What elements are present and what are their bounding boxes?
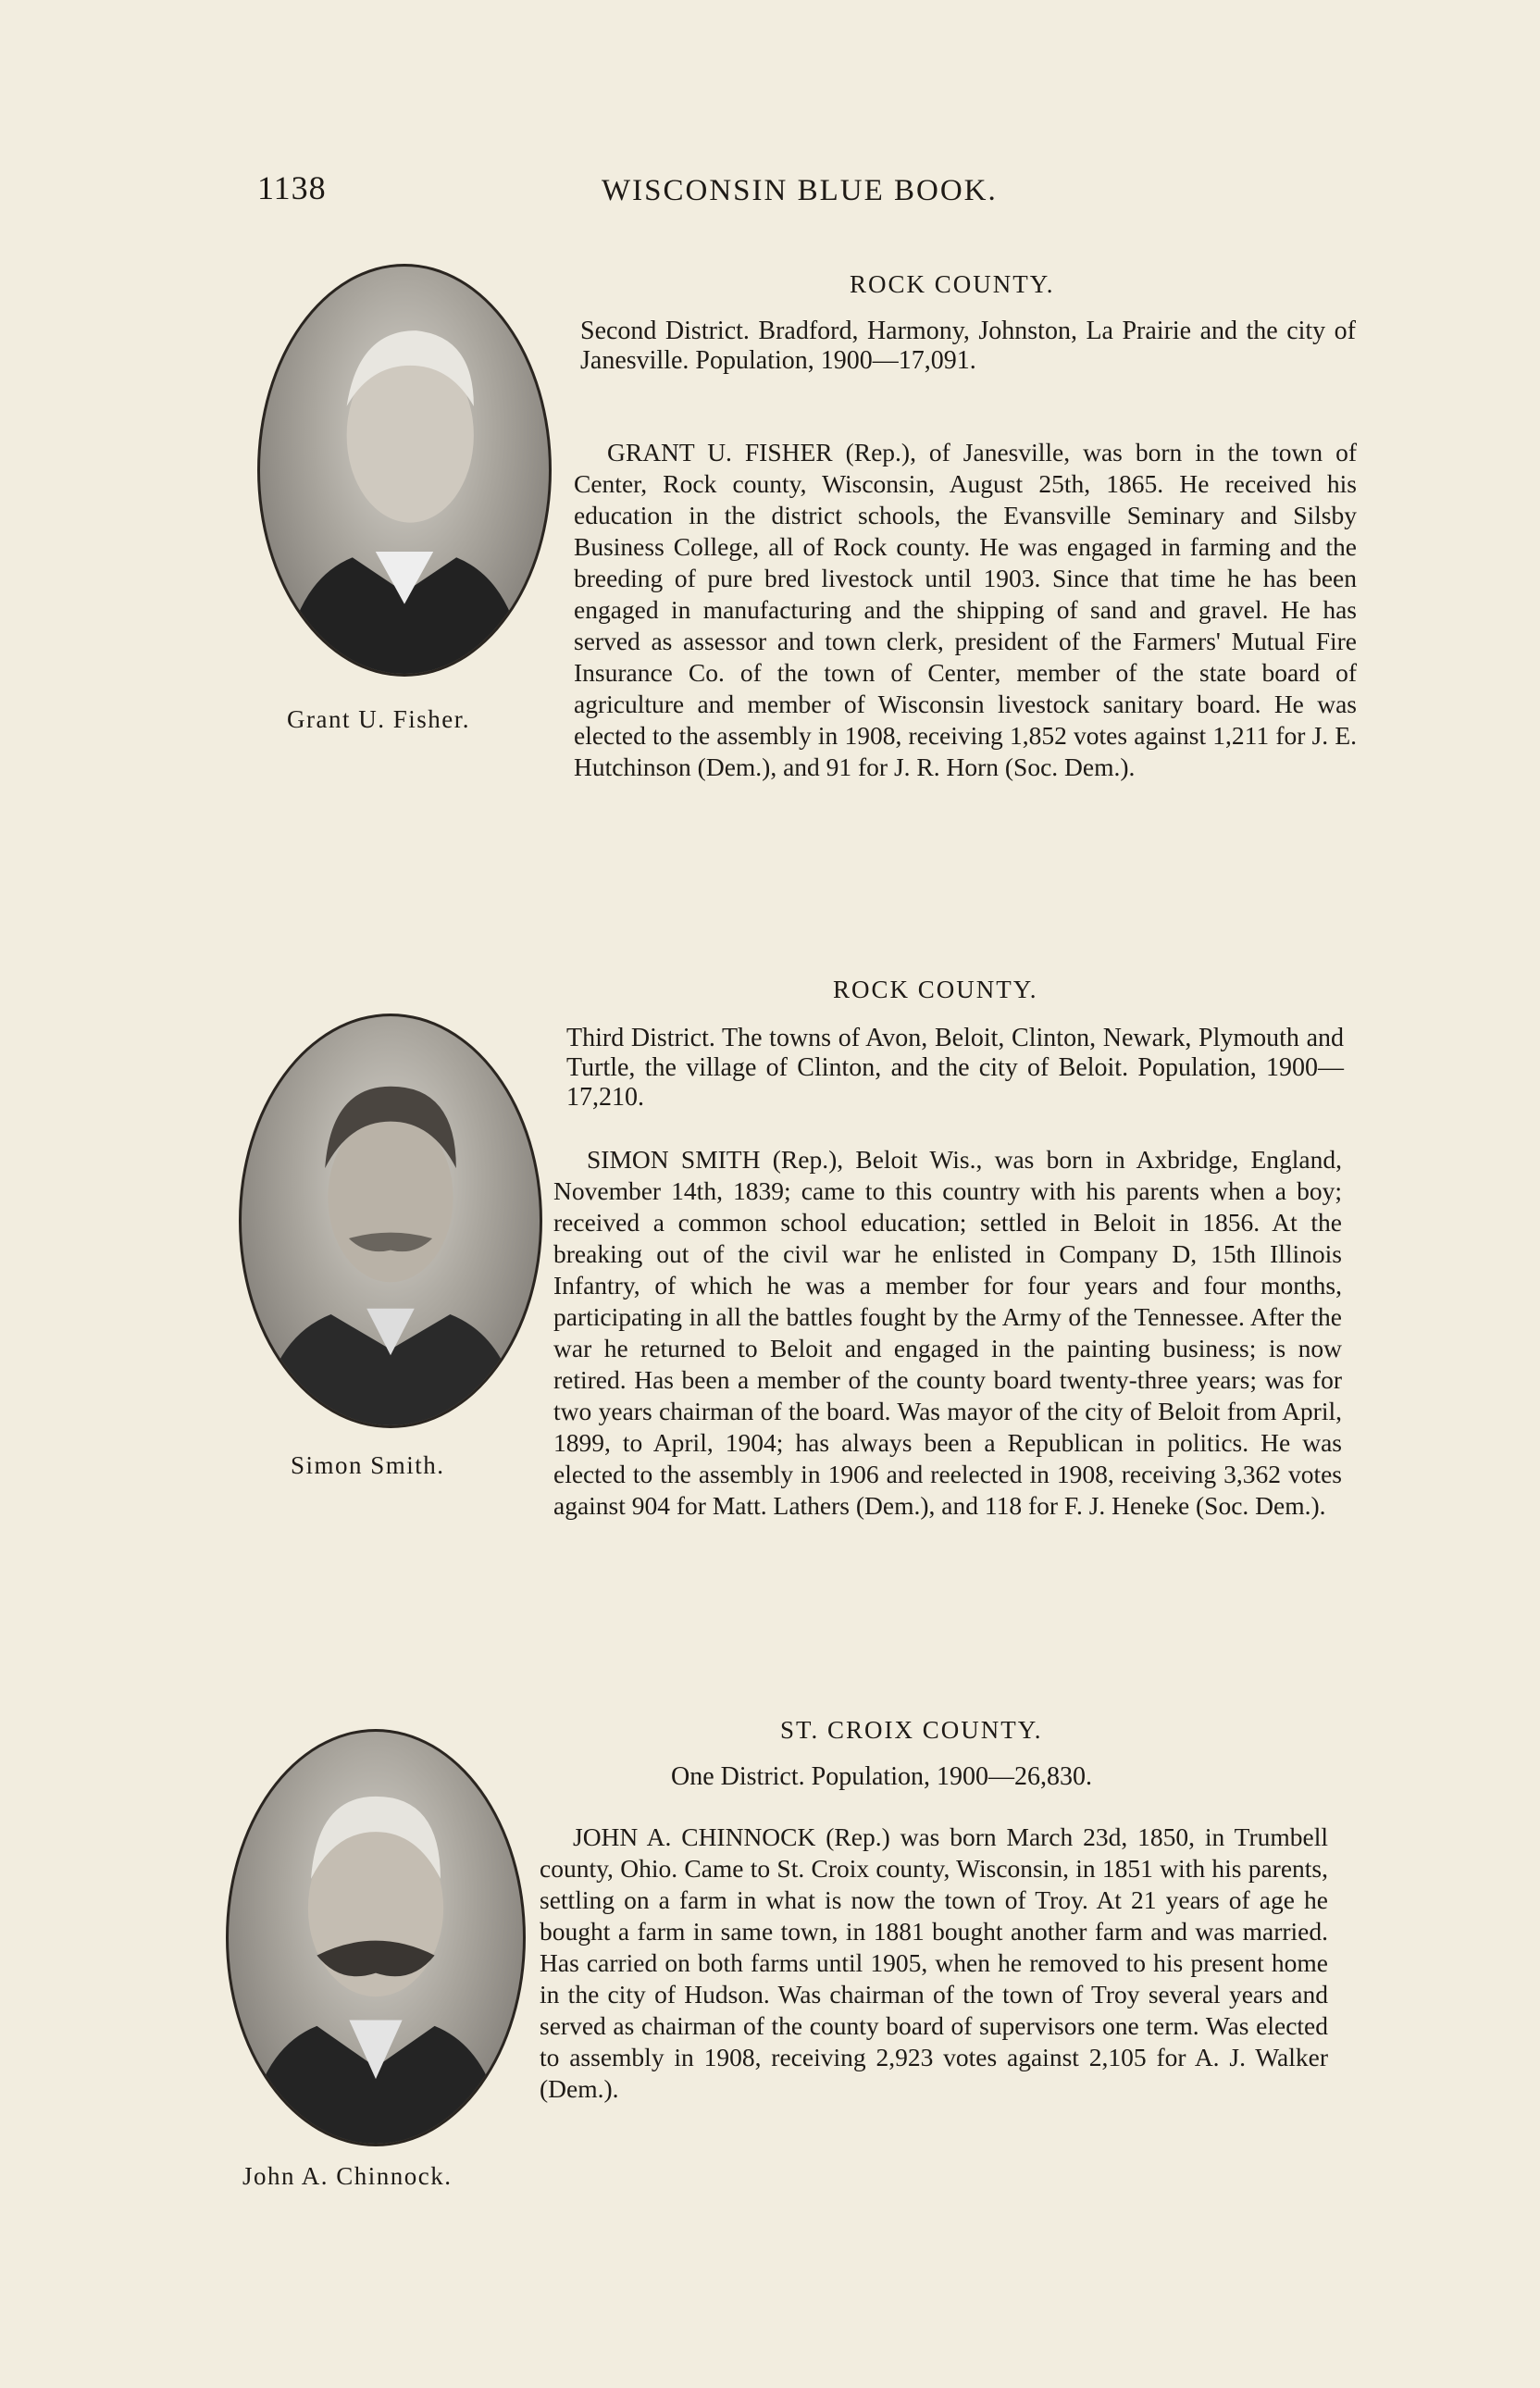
- portrait-caption: Simon Smith.: [291, 1451, 445, 1479]
- biography-text: SIMON SMITH (Rep.), Beloit Wis., was born in Axbridge, England, November 14th, 1839; came to this country with his parents when a boy; received a common school education; settled in Beloit in 1856. At the breaking out of the civil war he enlisted in Company D, 15th Illinois Infantry, of which he was a member for four years and four months, participating in all the battles fought by the Army of the Tennessee. After the war he returned to Beloit and engaged in the painting business; is now retired. Has been a member of the county board twenty-three years; was for two years chairman of the board. Was mayor of the city of Beloit from April, 1899, to April, 1904; has always been a Republican in politics. He was elected to the assembly in 1906 and reelected in 1908, receiving 3,362 votes against 904 for Matt. Lathers (Dem.), and 118 for F. J. Heneke (Soc. Dem.).: [553, 1145, 1342, 1520]
- running-head: WISCONSIN BLUE BOOK.: [602, 174, 998, 207]
- district-description: One District. Population, 1900—26,830.: [671, 1762, 1092, 1791]
- biography-text: JOHN A. CHINNOCK (Rep.) was born March 23d, 1850, in Trumbell county, Ohio. Came to St. Croix county, Wisconsin, in 1851 with his parents, settling on a farm in what is now the town of Troy. At 21 years of age he bought a farm in same town, in 1881 bought another farm and was married. Has carried on both farms until 1905, when he removed to his present home in the city of Hudson. Was chairman of the town of Troy several years and served as chairman of the county board of supervisors one term. Was elected to assembly in 1908, receiving 2,923 votes against 2,105 for A. J. Walker (Dem.).: [540, 1822, 1328, 2103]
- county-heading: ROCK COUNTY.: [850, 270, 1055, 298]
- county-heading: ST. CROIX COUNTY.: [780, 1716, 1043, 1744]
- portrait-photo: [226, 1729, 526, 2146]
- portrait-photo: [239, 1014, 542, 1428]
- district-description: Second District. Bradford, Harmony, Johnston, La Prairie and the city of Janesville. Population, 1900—17,091.: [580, 317, 1356, 375]
- district-description: Third District. The towns of Avon, Beloit, Clinton, Newark, Plymouth and Turtle, the village of Clinton, and the city of Beloit. Population, 1900—17,210.: [566, 1024, 1344, 1112]
- county-heading: ROCK COUNTY.: [833, 976, 1038, 1003]
- portrait-caption: Grant U. Fisher.: [287, 705, 470, 733]
- portrait-caption: John A. Chinnock.: [242, 2162, 453, 2190]
- portrait-photo: [257, 264, 552, 677]
- page-number: 1138: [257, 169, 327, 206]
- biography-text: GRANT U. FISHER (Rep.), of Janesville, was born in the town of Center, Rock county, Wisconsin, August 25th, 1865. He received his education in the district schools, the Evansville Seminary and Silsby Business College, all of Rock county. He was engaged in farming and the breeding of pure bred livestock until 1903. Since that time he has been engaged in manufacturing and the shipping of sand and gravel. He has served as assessor and town clerk, president of the Farmers' Mutual Fire Insurance Co. of the town of Center, member of the state board of agriculture and member of Wisconsin livestock sanitary board. He was elected to the assembly in 1908, receiving 1,852 votes against 1,211 for J. E. Hutchinson (Dem.), and 91 for J. R. Horn (Soc. Dem.).: [574, 438, 1357, 781]
